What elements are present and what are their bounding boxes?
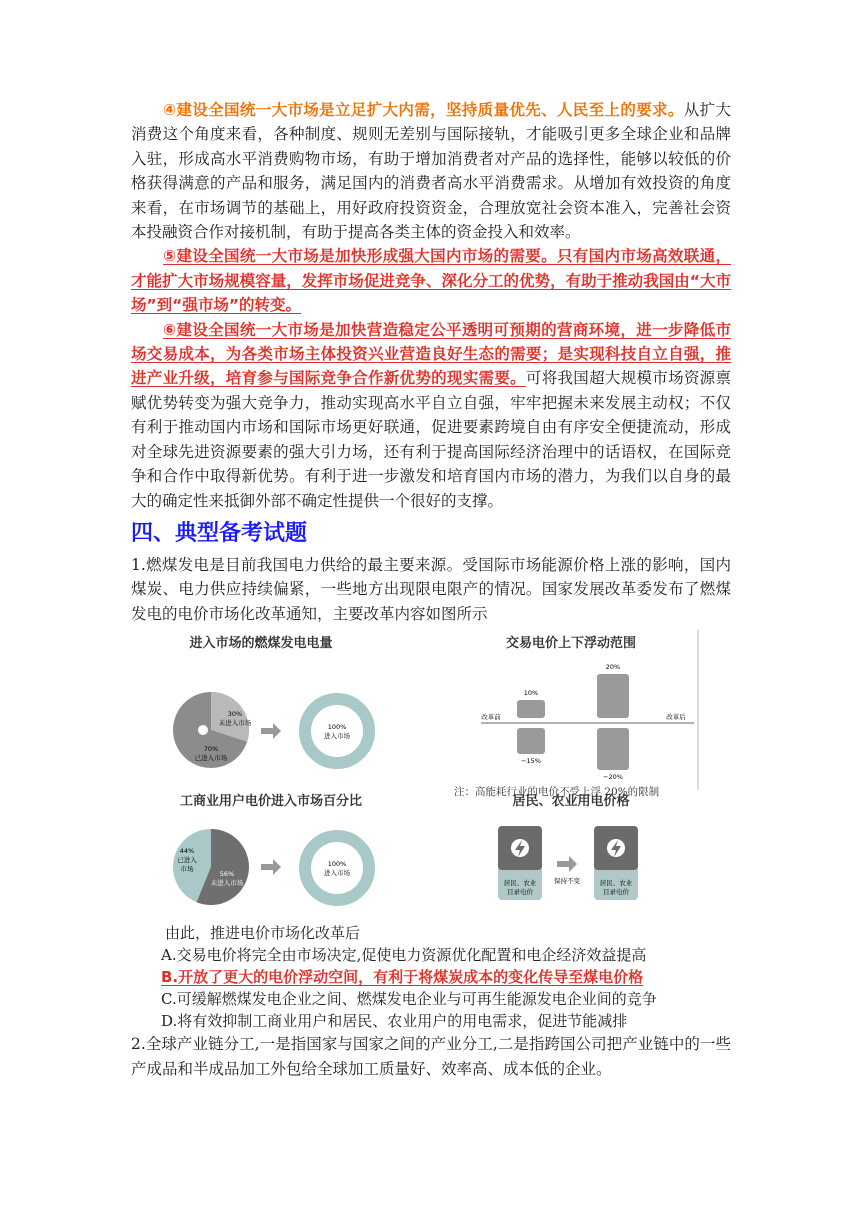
panel3-ring xyxy=(305,836,369,900)
panel2-title: 交易电价上下浮动范围 xyxy=(505,636,636,652)
panel2-bar-before-down xyxy=(517,728,545,754)
paragraph-6-body: 可将我国超大规模市场资源禀赋优势转变为强大竞争力，推动实现高水平自立自强，牢牢把握未来发展主动权；不仅有利于推动国内市场和国际市场更好联通，促进要素跨境自由有序安全便捷流动，形成对全球先进资源要素的强大引力场，还有利于提高国际经济治理中的话语权，在国际竞争和合作中取得新优势。有利于进一步激发和培育国内市场的潜力，为我们以自身的最大的确定性来抵御外部不确定性提供一个很好的支撑。 xyxy=(131,369,731,510)
paragraph-4-heading: ④建设全国统一大市场是立足扩大内需，坚持质量优先、人民至上的要求。 xyxy=(163,101,684,119)
paragraph-5 xyxy=(131,244,731,317)
panel4-arrow-icon xyxy=(557,856,577,872)
panel1-arrow-icon xyxy=(261,723,281,739)
panel2-before-label: 改革前 xyxy=(481,713,501,722)
panel3-pie-a-value: 44% xyxy=(179,847,195,856)
panel1-pie-a-value: 30% xyxy=(227,710,243,719)
paragraph-4 xyxy=(131,98,731,244)
option-a: A.交易电价将完全由市场决定,促使电力资源优化配置和电企经济效益提高 xyxy=(161,946,647,965)
reform-figure-graphic xyxy=(131,630,731,922)
panel1-title: 进入市场的燃煤发电电量 xyxy=(189,636,333,652)
option-d: D.将有效抑制工商业用户和居民、农业用户的用电需求，促进节能减排 xyxy=(161,1012,628,1031)
paragraph-6-heading: ⑥建设全国统一大市场是加快营造稳定公平透明可预期的营商环境，进一步降低市场交易成本，为各类市场主体投资兴业营造良好生态的需要；是实现科技自立自强，推进产业升级，培育参与国际竞争合作新优势的现实需要。 xyxy=(131,320,731,388)
panel3-arrow-icon xyxy=(261,859,281,875)
document-page xyxy=(131,98,731,1081)
panel1-pie-b-label: 已进入市场 xyxy=(194,754,228,763)
question-1-lead: 由此，推进电价市场化改革后 xyxy=(165,924,361,943)
question-2-stem: 2.全球产业链分工,一是指国家与国家之间的产业分工,二是指跨国公司把产业链中的一些产成品和半成品加工外包给全球加工质量好、效率高、成本低的企业。 xyxy=(131,1035,731,1078)
panel1-ring xyxy=(305,699,369,763)
panel3-pie-a-label1: 已进入 xyxy=(177,856,197,865)
panel2-before-up-value: 10% xyxy=(523,689,539,698)
panel3-pie-a-label2: 市场 xyxy=(180,865,194,874)
panel1-pie-dot xyxy=(198,725,208,735)
panel2-bar-before-up xyxy=(517,700,545,718)
option-c: C.可缓解燃煤发电企业之间、燃煤发电企业与可再生能源发电企业间的竞争 xyxy=(161,990,657,1009)
panel2-after-down-value: −20% xyxy=(603,773,623,782)
section-title: 四、典型备考试题 xyxy=(131,520,308,546)
panel2-note: 注：高能耗行业的电价不受上浮 20%的限制 xyxy=(454,786,660,799)
panel4-arrow-label: 保持不变 xyxy=(554,877,580,886)
panel2-before-down-value: −15% xyxy=(521,757,541,766)
panel1-pie-b-value: 70% xyxy=(203,745,219,754)
panel4-box-before-label2: 目录电价 xyxy=(507,888,533,897)
question-1-stem: 1.燃煤发电是目前我国电力供给的最主要来源。受国际市场能源价格上涨的影响，国内煤炭、电力供应持续偏紧，一些地方出现限电限产的情况。国家发展改革委发布了燃煤发电的电价市场化改革通知，主要改革内容如图所示 xyxy=(131,555,731,623)
panel3-ring-label: 进入市场 xyxy=(324,869,350,878)
reform-figure xyxy=(131,630,731,922)
paragraph-4-body: 从扩大消费这个角度来看，各种制度、规则无差别与国际接轨，才能吸引更多全球企业和品牌入驻，形成高水平消费购物市场，有助于增加消费者对产品的选择性，能够以较低的价格获得满意的产品和服务，满足国内的消费者高水平消费需求。从增加有效投资的角度来看，在市场调节的基础上，用好政府投资资金，合理放宽社会资本准入，完善社会资本投融资合作对接机制，有助于提高各类主体的资金投入和效率。 xyxy=(131,101,731,242)
panel1-ring-value: 100% xyxy=(327,723,347,732)
panel2-bar-after-down xyxy=(597,728,629,770)
panel2-after-up-value: 20% xyxy=(605,663,621,672)
panel4-box-after-label2: 目录电价 xyxy=(603,888,629,897)
paragraph-5-heading: ⑤建设全国统一大市场是加快形成强大国内市场的需要。只有国内市场高效联通，才能扩大市场规模容量，发挥市场促进竞争、深化分工的优势，有助于推动我国由“大市场”到“强市场”的转变。 xyxy=(131,247,731,315)
panel3-title: 工商业用户电价进入市场百分比 xyxy=(179,794,362,810)
paragraph-6 xyxy=(131,318,731,513)
panel1-pie-a-label: 未进入市场 xyxy=(218,719,252,728)
panel3-ring-value: 100% xyxy=(327,860,347,869)
panel4-title: 居民、农业用电价格 xyxy=(512,794,630,810)
panel3-pie-b-label: 未进入市场 xyxy=(210,879,244,888)
panel4-box-after-label1: 居民、农业 xyxy=(599,879,633,888)
panel4-box-before-label1: 居民、农业 xyxy=(503,879,537,888)
panel2-bar-after-up xyxy=(597,674,629,718)
panel1-ring-label: 进入市场 xyxy=(324,732,350,741)
panel2-after-label: 改革后 xyxy=(666,713,686,722)
option-b: B.开放了更大的电价浮动空间，有利于将煤炭成本的变化传导至煤电价格 xyxy=(161,968,644,987)
panel3-pie-b-value: 56% xyxy=(219,870,235,879)
